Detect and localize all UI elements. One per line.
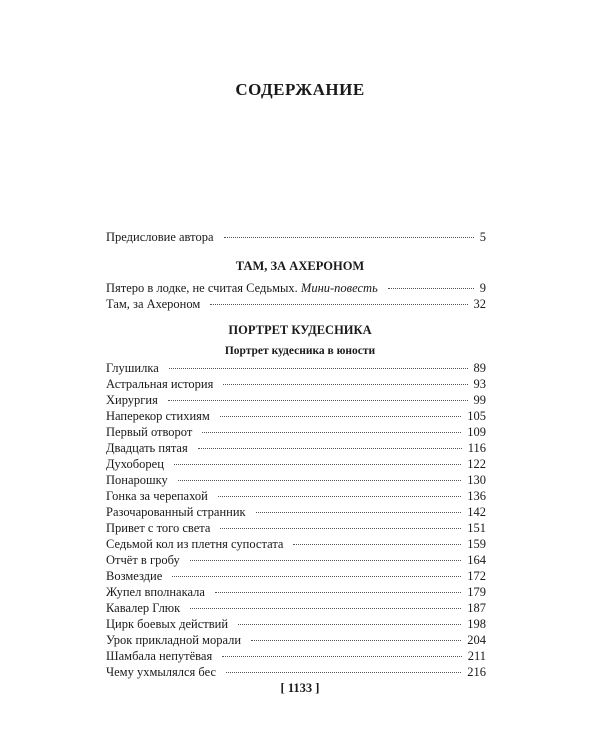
toc-title: СОДЕРЖАНИЕ [235,80,365,99]
dot-leader [169,368,468,369]
toc-entry [106,280,486,296]
entry-title: Жупел вполнакала [106,585,205,599]
toc-entry [106,568,486,584]
entry-page: 89 [473,361,486,375]
toc-entry [106,504,486,520]
dot-leader [388,288,474,289]
entry-title: Глушилка [106,361,159,375]
entry-title: Шамбала непутёвая [106,649,213,663]
entry-page: 198 [467,617,486,631]
toc-entry [106,584,486,600]
entry-page: 216 [467,665,486,679]
dot-leader [223,384,467,385]
dot-leader [238,624,461,625]
subsection-heading: Портрет кудесника в юности [224,345,376,357]
entry-page: 164 [467,553,486,567]
dot-leader [190,608,461,609]
toc-entry [106,616,486,632]
entry-page: 109 [467,425,486,439]
toc-entry [106,376,486,392]
entry-title-main: Пятеро в лодке, не считая Седьмых. [106,281,298,295]
dot-leader [178,480,461,481]
toc-entry-preface [106,229,486,245]
dot-leader [251,640,461,641]
toc-entry [106,536,486,552]
toc-entry [106,632,486,648]
dot-leader [218,496,461,497]
toc-entry [106,664,486,680]
dot-leader [202,432,461,433]
toc-entry [106,600,486,616]
entry-page: 105 [467,409,486,423]
toc-entry [106,360,486,376]
dot-leader [293,544,461,545]
entry-title: Чему ухмылялся бес [106,665,217,679]
toc-entry [106,456,486,472]
entry-title: Урок прикладной морали [106,633,242,647]
toc-entry [106,520,486,536]
entry-title: Хирургия [106,393,158,407]
toc-entry [106,648,486,664]
entry-title [106,280,382,296]
entry-page: 32 [473,297,486,311]
entry-title: Понарошку [106,473,168,487]
dot-leader [224,237,474,238]
entry-page: 5 [479,230,486,244]
toc-entry [106,408,486,424]
section-heading-beyond-acheron: ТАМ, ЗА АХЕРОНОМ [235,259,365,273]
dot-leader [172,576,461,577]
entry-title: Духоборец [106,457,164,471]
entry-title: Кавалер Глюк [106,601,181,615]
page-number: [ 1133 ] [280,681,320,695]
entry-title: Двадцать пятая [106,441,188,455]
entry-page: 179 [467,585,486,599]
entry-title: Там, за Ахероном [106,297,201,311]
entry-subtitle: Мини-повесть [300,281,378,295]
entry-title: Разочарованный странник [106,505,246,519]
entry-page: 116 [467,441,486,455]
toc-entry [106,424,486,440]
entry-page: 93 [473,377,486,391]
entry-title: Первый отворот [106,425,193,439]
entry-page: 172 [467,569,486,583]
entry-title: Седьмой кол из плетня супостата [106,537,284,551]
dot-leader [220,528,461,529]
toc-entry [106,472,486,488]
entry-title: Наперекор стихиям [106,409,210,423]
entry-page: 159 [467,537,486,551]
entry-title: Астральная история [106,377,214,391]
dot-leader [210,304,467,305]
entry-title: Отчёт в гробу [106,553,180,567]
dot-leader [190,560,462,561]
entry-page: 187 [467,601,486,615]
toc-entry [106,296,486,312]
entry-page: 136 [467,489,486,503]
entry-title: Привет с того света [106,521,211,535]
toc-entry [106,552,486,568]
toc-entry [106,392,486,408]
dot-leader [256,512,462,513]
dot-leader [198,448,462,449]
dot-leader [168,400,468,401]
entry-title: Гонка за черепахой [106,489,208,503]
dot-leader [174,464,461,465]
entry-title: Предисловие автора [106,230,214,244]
dot-leader [215,592,461,593]
entry-title: Цирк боевых действий [106,617,229,631]
section-heading-portrait: ПОРТРЕТ КУДЕСНИКА [228,323,372,337]
toc-entry [106,440,486,456]
dot-leader [226,672,461,673]
entry-page: 142 [467,505,486,519]
dot-leader [220,416,461,417]
entry-page: 122 [467,457,486,471]
entry-page: 130 [467,473,486,487]
entry-page: 151 [467,521,486,535]
toc-entry [106,488,486,504]
entry-page: 211 [467,649,486,663]
dot-leader [222,656,461,657]
entry-page: 99 [473,393,486,407]
entry-page: 204 [467,633,486,647]
entry-title: Возмездие [106,569,163,583]
entry-page: 9 [479,281,486,295]
